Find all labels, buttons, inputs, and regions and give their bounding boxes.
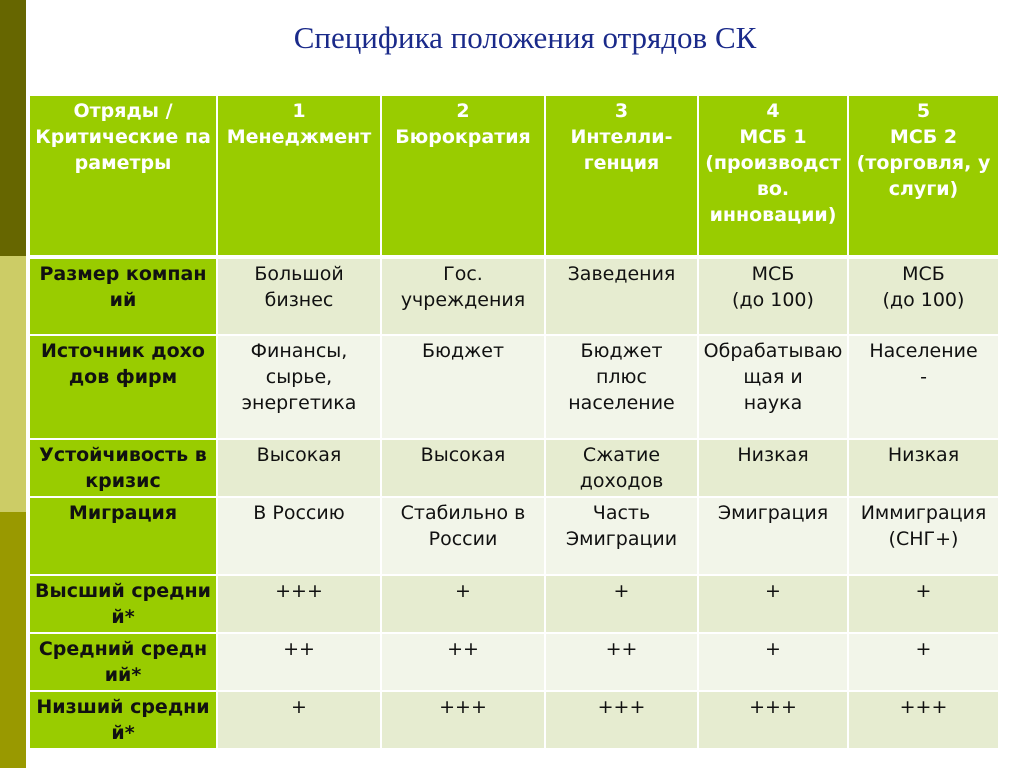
table-cell: Часть Эмиграции xyxy=(545,497,698,575)
table-row xyxy=(29,257,999,335)
row-label: Размер компаний xyxy=(29,257,217,335)
row-label: Источник доходов фирм xyxy=(29,335,217,439)
table-cell: Бюджет плюс население xyxy=(545,335,698,439)
table-row xyxy=(29,335,999,439)
table-cell: + xyxy=(848,633,999,691)
table-row xyxy=(29,497,999,575)
table-row xyxy=(29,633,999,691)
table-cell: +++ xyxy=(545,691,698,749)
row-label: Средний средний* xyxy=(29,633,217,691)
table-cell: Низкая xyxy=(848,439,999,497)
row-label: Низший средний* xyxy=(29,691,217,749)
row-label: Устойчивость в кризис xyxy=(29,439,217,497)
table-row xyxy=(29,575,999,633)
table-cell: Низкая xyxy=(698,439,848,497)
row-label: Высший средний* xyxy=(29,575,217,633)
table-cell: ++ xyxy=(381,633,545,691)
table-cell: + xyxy=(381,575,545,633)
comparison-table xyxy=(28,94,1000,750)
table-row xyxy=(29,691,999,749)
header-cell-5: 5 МСБ 2 (торговля, услуги) xyxy=(848,95,999,257)
table-cell: + xyxy=(698,633,848,691)
row-label: Миграция xyxy=(29,497,217,575)
table-cell: Большой бизнес xyxy=(217,257,381,335)
table-cell: +++ xyxy=(848,691,999,749)
table-cell: Бюджет xyxy=(381,335,545,439)
side-bar-middle xyxy=(0,256,26,512)
side-bar-bottom xyxy=(0,512,26,768)
table-cell: + xyxy=(217,691,381,749)
table-cell: Эмиграция xyxy=(698,497,848,575)
table-cell: В Россию xyxy=(217,497,381,575)
table-cell: Высокая xyxy=(381,439,545,497)
table-cell: +++ xyxy=(217,575,381,633)
table-cell: Гос. учреждения xyxy=(381,257,545,335)
table-cell: ++ xyxy=(545,633,698,691)
header-cell-1: 1 Менеджмент xyxy=(217,95,381,257)
header-cell-4: 4 МСБ 1 (производство. инновации) xyxy=(698,95,848,257)
table-cell: + xyxy=(848,575,999,633)
slide-title: Специфика положения отрядов СК xyxy=(293,20,757,55)
table-cell: Обрабатывающая и наука xyxy=(698,335,848,439)
table-cell: Стабильно в России xyxy=(381,497,545,575)
table-cell: МСБ (до 100) xyxy=(848,257,999,335)
table-row xyxy=(29,439,999,497)
table-cell: Сжатие доходов xyxy=(545,439,698,497)
table-cell: Иммиграция (СНГ+) xyxy=(848,497,999,575)
table-cell: +++ xyxy=(381,691,545,749)
table-cell: + xyxy=(545,575,698,633)
header-cell-params: Отряды / Критические параметры xyxy=(29,95,217,257)
table-cell: Финансы, сырье, энергетика xyxy=(217,335,381,439)
table-cell: + xyxy=(698,575,848,633)
table-cell: +++ xyxy=(698,691,848,749)
table-cell: МСБ (до 100) xyxy=(698,257,848,335)
side-bar-top xyxy=(0,0,26,256)
table-cell: Заведения xyxy=(545,257,698,335)
table-cell: Высокая xyxy=(217,439,381,497)
table-cell: Население - xyxy=(848,335,999,439)
table-header-row xyxy=(29,95,999,257)
header-cell-2: 2 Бюрократия xyxy=(381,95,545,257)
table-cell: ++ xyxy=(217,633,381,691)
header-cell-3: 3 Интелли- генция xyxy=(545,95,698,257)
